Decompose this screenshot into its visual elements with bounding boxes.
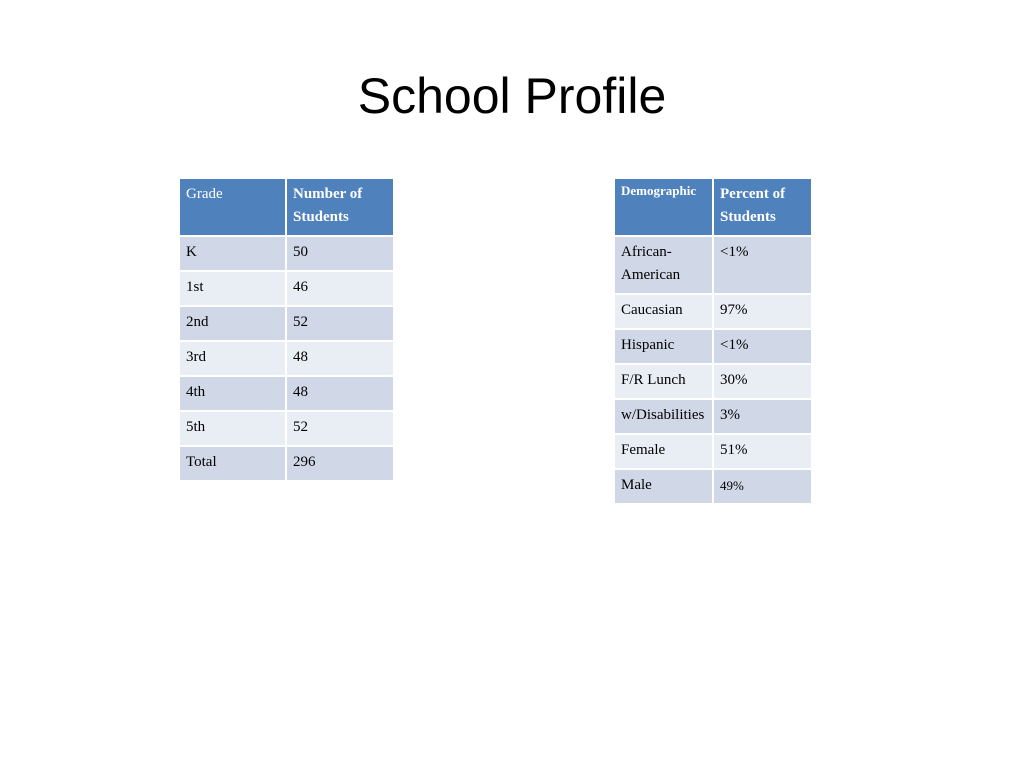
grade-cell: 5th	[180, 412, 285, 445]
table-row	[180, 237, 393, 270]
percent-cell: 49%	[714, 470, 811, 503]
column-header-demographic: Demographic	[615, 179, 712, 235]
table-row	[180, 412, 393, 445]
table-row	[615, 470, 811, 503]
grade-cell: 1st	[180, 272, 285, 305]
table-row	[615, 365, 811, 398]
column-header-grade: Grade	[180, 179, 285, 235]
percent-cell: 51%	[714, 435, 811, 468]
student-count-cell: 296	[287, 447, 393, 480]
grade-cell: Total	[180, 447, 285, 480]
student-count-cell: 48	[287, 377, 393, 410]
student-count-cell: 48	[287, 342, 393, 375]
table-row	[615, 295, 811, 328]
table-row	[615, 400, 811, 433]
student-count-cell: 46	[287, 272, 393, 305]
demographic-cell: Caucasian	[615, 295, 712, 328]
table-row	[180, 342, 393, 375]
slide-title: School Profile	[357, 68, 667, 124]
table-row-total	[180, 447, 393, 480]
demographic-cell: African-American	[615, 237, 712, 293]
demographic-cell: F/R Lunch	[615, 365, 712, 398]
grade-cell: K	[180, 237, 285, 270]
percent-cell: 3%	[714, 400, 811, 433]
table-row	[615, 237, 811, 293]
demographic-cell: Male	[615, 470, 712, 503]
student-count-cell: 52	[287, 412, 393, 445]
table-header-row	[180, 179, 393, 235]
student-count-cell: 50	[287, 237, 393, 270]
table-row	[180, 307, 393, 340]
student-count-cell: 52	[287, 307, 393, 340]
percent-cell: <1%	[714, 237, 811, 293]
grade-cell: 2nd	[180, 307, 285, 340]
column-header-number-of-students: Number of Students	[287, 179, 393, 235]
grade-cell: 4th	[180, 377, 285, 410]
table-row	[180, 377, 393, 410]
demographic-cell: w/Disabilities	[615, 400, 712, 433]
grade-table	[178, 177, 395, 482]
percent-cell: 30%	[714, 365, 811, 398]
demographic-cell: Female	[615, 435, 712, 468]
table-row	[615, 330, 811, 363]
demographic-table	[613, 177, 813, 505]
column-header-percent-of-students: Percent of Students	[714, 179, 811, 235]
percent-cell: <1%	[714, 330, 811, 363]
demographic-cell: Hispanic	[615, 330, 712, 363]
grade-cell: 3rd	[180, 342, 285, 375]
table-header-row	[615, 179, 811, 235]
table-row	[180, 272, 393, 305]
percent-cell: 97%	[714, 295, 811, 328]
table-row	[615, 435, 811, 468]
